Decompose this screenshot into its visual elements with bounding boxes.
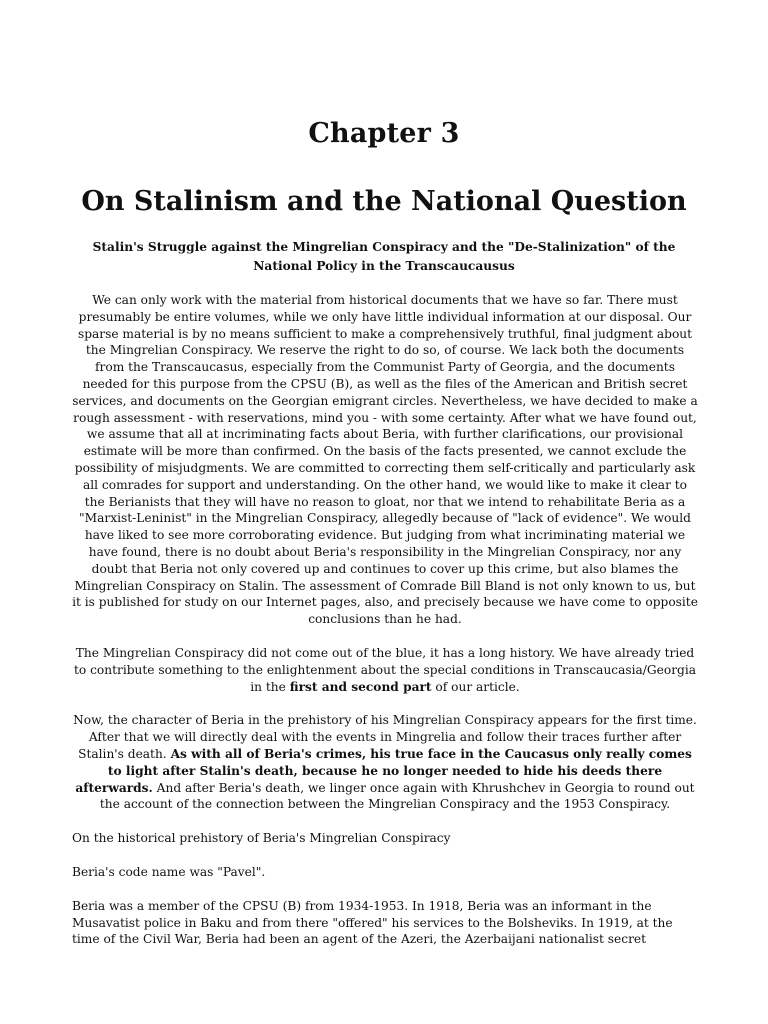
chapter-title: On Stalinism and the National Question — [81, 186, 687, 217]
paragraph-character — [72, 712, 698, 813]
chapter-heading: Chapter 3 — [308, 118, 460, 149]
paragraph-code-name: Beria's code name was "Pavel". — [72, 864, 266, 879]
paragraph-intro: We can only work with the material from historical documents that we have so far. There must presumably be entire volumes, while we only have little individual information at our disposal. Our sparse material is by no means sufficient to make a comprehensively truthful, final judgment about the Mingrelian Conspiracy. We reserve the right to do so, of course. We lack both the documents from the Transcaucasus, especially from the Communist Party of Georgia, and the documents needed for this purpose from the CPSU (B), as well as the files of the American and British secret services, and documents on the Georgian emigrant circles. Nevertheless, we have decided to make a rough assessment - with reservations, mind you - with some certainty. After what we have found out, we assume that all at incriminating facts about Beria, with further clarifications, our provisional estimate will be more than confirmed. On the basis of the facts presented, we cannot exclude the possibility of misjudgments. We are committed to correcting them self-critically and particularly ask all comrades for support and understanding. On the other hand, we would like to make it clear to the Berianists that they will have no reason to gloat, nor that we intend to rehabilitate Beria as a "Marxist-Leninist" in the Mingrelian Conspiracy, allegedly because of "lack of evidence". We would have liked to see more corroborating evidence. But judging from what incriminating material we have found, there is no doubt about Beria's responsibility in the Mingrelian Conspiracy, nor any doubt that Beria not only covered up and continues to cover up this crime, but also blames the Mingrelian Conspiracy on Stalin. The assessment of Comrade Bill Bland is not only known to us, but it is published for study on our Internet pages, also, and precisely because we have come to opposite conclusions than he had. — [72, 293, 698, 627]
paragraph-history-start: The Mingrelian Conspiracy did not come out of the blue, it has a long history. We have already tried to contribute something to the enlightenment about the special conditions in Transcaucasia/Georgia in the — [73, 645, 696, 694]
body-text — [72, 292, 698, 965]
paragraph-history — [72, 645, 698, 695]
section-heading-prehistory: On the historical prehistory of Beria's Mingrelian Conspiracy — [72, 831, 451, 846]
paragraph-membership: Beria was a member of the CPSU (B) from 1934-1953. In 1918, Beria was an informant in the Musavatist police in Baku and from there "offered" his services to the Bolsheviks. In 1919, at the time of the Civil War, Beria had been an agent of the Azeri, the Azerbaijani nationalist secret — [72, 898, 673, 947]
paragraph-character-start: Now, the character of Beria in the prehistory of his Mingrelian Conspiracy appears for the first time. After that we will directly deal with the events in Mingrelia and follow their traces further after Stalin's death. — [73, 713, 697, 761]
paragraph-history-end: of our article. — [431, 679, 520, 694]
paragraph-character-end: And after Beria's death, we linger once again with Khrushchev in Georgia to round out the account of the connection between the Mingrelian Conspiracy and the 1953 Conspiracy. — [99, 780, 695, 812]
paragraph-history-bold: first and second part — [289, 679, 432, 694]
section-subtitle: Stalin's Struggle against the Mingrelian Conspiracy and the "De-Stalinization" of the National Policy in the Transcaucausus — [92, 240, 676, 273]
paragraph-character-bold: As with all of Beria's crimes, his true face in the Caucasus only really comes to light after Stalin's death, because he no longer needed to hide his deeds there afterwards. — [75, 746, 692, 795]
